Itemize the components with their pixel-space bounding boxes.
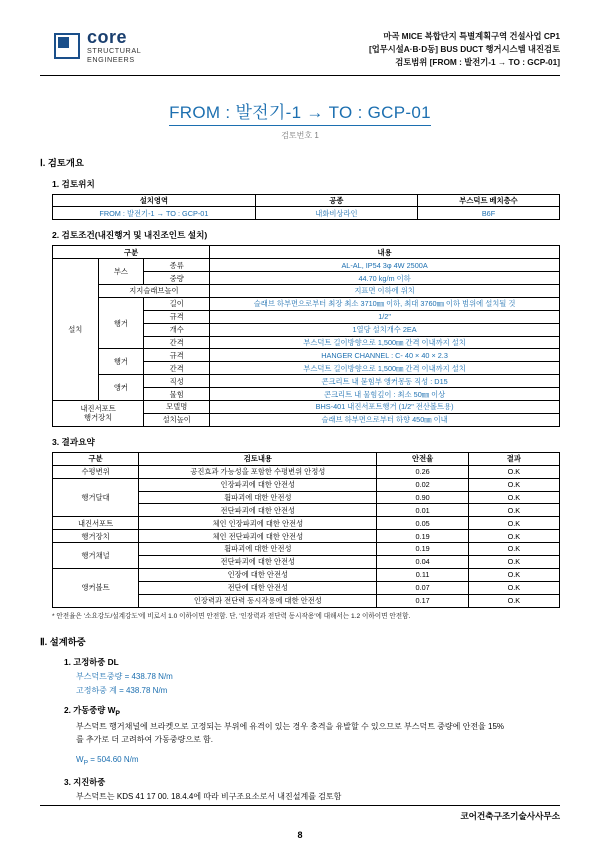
wp-heading-text: 2. 가동중량 W: [64, 705, 116, 716]
cell-item: 규격: [144, 349, 210, 362]
cell-safety: 0.05: [377, 517, 468, 530]
cell-content: 휨파괴에 대한 안전성: [139, 491, 377, 504]
page-header: [40, 28, 560, 76]
table-row: [53, 349, 560, 362]
cell-group-install: 설치: [53, 259, 99, 401]
cell-result: O.K: [468, 581, 559, 594]
table-row: [53, 259, 560, 272]
cell-safety: 0.90: [377, 491, 468, 504]
table-row: [53, 297, 560, 310]
cell-safety: 0.17: [377, 594, 468, 607]
cell-safety: 0.02: [377, 478, 468, 491]
company-logo: [40, 28, 141, 64]
cell-result: O.K: [468, 504, 559, 517]
cell-safety: 0.26: [377, 465, 468, 478]
cell-content: 인장파괴에 대한 안전성: [139, 478, 377, 491]
cell-content: 휨파괴에 대한 안전성: [139, 543, 377, 556]
cell-sub-bus: 부스: [98, 259, 144, 285]
cell-value: HANGER CHANNEL : C- 40 × 40 × 2.3: [210, 349, 560, 362]
cell-item: 종류: [144, 259, 210, 272]
col-result: 결과: [468, 452, 559, 465]
cell-item: 간격: [144, 336, 210, 349]
col-content: 내용: [210, 246, 560, 259]
cell-group: 행거장치: [53, 530, 139, 543]
cell-safety: 0.07: [377, 581, 468, 594]
cell-item: 설치높이: [144, 413, 210, 426]
table-header-row: [53, 452, 560, 465]
cell-safety: 0.11: [377, 568, 468, 581]
condition-table: [52, 245, 560, 426]
table-header-row: [53, 246, 560, 259]
cell-floor: B6F: [418, 207, 560, 220]
cell-value: 부스덕트 길이방향으로 1,500㎜ 간격 이내까지 설치: [210, 336, 560, 349]
cell-value: 1/2": [210, 310, 560, 323]
page-title: FROM : 발전기-1 → TO : GCP-01: [169, 98, 431, 126]
section-2-1-heading: 1. 고정하중 DL: [64, 657, 119, 668]
dl-line-2: 고정하중 계 = 438.78 N/m: [76, 685, 168, 695]
section-2-2-heading: [64, 704, 560, 718]
location-table: [52, 194, 560, 221]
footer-company: 코어건축구조기술사사무소: [460, 811, 560, 821]
cell-result: O.K: [468, 491, 559, 504]
cell-content: 인장에 대한 안전성: [139, 568, 377, 581]
cell-item: 간격: [144, 362, 210, 375]
cell-safety: 0.19: [377, 530, 468, 543]
wp-line-1: 부스덕트 행거채널에 브라켓으로 고정되는 부위에 유격이 있는 경우 충격을 유발할 수 있으므로 부스덕트 중량에 안전율 15%: [76, 721, 505, 731]
cell-value: BHS-401 내진서포트행거 (1/2" 전산볼트용): [210, 401, 560, 414]
cell-value: 콘크리트 내 묻힘부 앵커몽동 직성 : D15: [210, 375, 560, 388]
cell-sub-hanger-channel: 행거: [98, 349, 144, 375]
table-row: [53, 543, 560, 556]
wp-result-label: W: [76, 755, 84, 765]
table-row: [53, 478, 560, 491]
wp-line-2: 를 추가로 더 고려하여 가동중량으로 함.: [76, 735, 213, 745]
cell-item: 길이: [144, 297, 210, 310]
wp-result-subscript: P: [83, 759, 89, 767]
cell-item: 물힘: [144, 388, 210, 401]
cell-value: 슬래브 하부면으로부터 하향 450㎜ 이내: [210, 413, 560, 426]
logo-wordmark: core: [87, 27, 128, 47]
cell-content: 전단파괴에 대한 안전성: [139, 504, 377, 517]
cell-value: 지표면 이하에 위치: [210, 285, 560, 298]
col-safety-factor: 안전율: [377, 452, 468, 465]
logo-subtitle-line2: ENGINEERS: [87, 55, 135, 64]
col-area: 설치영역: [53, 194, 256, 207]
section-2-3-heading: 3. 지진하중: [64, 777, 106, 788]
support-label-line2: 행거장치: [84, 413, 113, 423]
table-row: [53, 517, 560, 530]
result-table-note: * 안전율은 '소요강도/설계강도'에 비로서 1.0 이하이면 안전함. 단, '인장력과 전단력 동시작용'에 대해서는 1.2 이하이면 안전함.: [52, 613, 411, 621]
cell-group: 앵커볼트: [53, 568, 139, 607]
cell-content: 전단에 대한 안전성: [139, 581, 377, 594]
page-number: 8: [297, 830, 303, 840]
cell-item: 개수: [144, 323, 210, 336]
table-header-row: [53, 194, 560, 207]
cell-result: O.K: [468, 568, 559, 581]
support-label-line1: 내진서포트: [80, 404, 116, 414]
table-row: [53, 568, 560, 581]
cell-value: 슬래브 하부면으로부터 최장 최소 3710㎜ 이하, 최대 3760㎜ 이하 범위에 설치될 것: [210, 297, 560, 310]
cell-value: 부스덕트 길이방향으로 1,500㎜ 간격 이내까지 설치: [210, 362, 560, 375]
col-category: 구분: [53, 452, 139, 465]
result-summary-table: [52, 452, 560, 608]
col-trade: 공종: [255, 194, 417, 207]
table-row: [53, 207, 560, 220]
cell-content: 전단파괴에 대한 안전성: [139, 555, 377, 568]
cell-value: 콘크리트 내 물힘깊이 : 최소 50㎜ 이상: [210, 388, 560, 401]
cell-sub-hanger-rod: 행거: [98, 297, 144, 349]
wp-result-value: = 504.60 N/m: [88, 755, 139, 765]
cell-group: 행거채널: [53, 543, 139, 569]
cell-sub-anchor: 앵커: [98, 375, 144, 401]
cell-content: 공진효과 가능성을 포함한 수평변위 안정성: [139, 465, 377, 478]
logo-subtitle-line1: STRUCTURAL: [87, 46, 142, 55]
cell-group: 내진서포트: [53, 517, 139, 530]
table-row: [53, 465, 560, 478]
cell-item: 직성: [144, 375, 210, 388]
table-row: [53, 530, 560, 543]
header-project-info: [369, 28, 560, 69]
cell-value: 1열당 설치개수 2EA: [210, 323, 560, 336]
cell-result: O.K: [468, 517, 559, 530]
header-line-2: [업무시설A·B·D동] BUS DUCT 행거시스템 내진검토: [368, 43, 560, 54]
header-line-3: 검토범위 [FROM : 발전기-1 → TO : GCP-01]: [395, 56, 560, 67]
cell-result: O.K: [468, 555, 559, 568]
cell-trade: 내화비상라인: [255, 207, 417, 220]
cell-result: O.K: [468, 478, 559, 491]
cell-safety: 0.19: [377, 543, 468, 556]
col-category: 구분: [53, 246, 210, 259]
eq-line-1: 부스덕트는 KDS 41 17 00. 18.4.4에 따라 비구조요소로서 내진설계를 검토함: [76, 792, 342, 802]
cell-result: O.K: [468, 530, 559, 543]
cell-result: O.K: [468, 465, 559, 478]
cell-item: 지지슬래브높이: [98, 285, 210, 298]
table-row: [53, 401, 560, 414]
cell-group: 수평변위: [53, 465, 139, 478]
page-subtitle: 검토번호 1: [281, 130, 319, 140]
cell-content: 체인 인장파괴에 대한 안전성: [139, 517, 377, 530]
dl-line-1: 부스덕트중량 = 438.78 N/m: [76, 672, 173, 682]
header-line-1: 마곡 MICE 복합단지 특별계획구역 건설사업 CP1: [383, 31, 560, 41]
table-row: [53, 285, 560, 298]
cell-item: 모델명: [144, 401, 210, 414]
wp-heading-subscript: P: [115, 710, 121, 718]
section-1-3-heading: 3. 결과요약: [52, 436, 95, 447]
cell-result: O.K: [468, 543, 559, 556]
section-1-2-heading: 2. 검토조건(내진행거 및 내진조인트 설치): [52, 230, 208, 241]
cell-group-support: [53, 401, 144, 427]
section-2-heading: Ⅱ. 설계하중: [40, 637, 86, 648]
cell-item: 중량: [144, 272, 210, 285]
document-title-block: [40, 98, 560, 141]
section-1-heading: Ⅰ. 검토개요: [40, 157, 84, 168]
cell-content: 인장력과 전단력 동시작용에 대한 안전성: [139, 594, 377, 607]
cell-group: 행거달대: [53, 478, 139, 517]
cell-safety: 0.04: [377, 555, 468, 568]
cell-value: AL-AL, IP54 3φ 4W 2500A: [210, 259, 560, 272]
footer-divider: [40, 805, 560, 806]
cell-safety: 0.01: [377, 504, 468, 517]
cell-content: 체인 전단파괴에 대한 안전성: [139, 530, 377, 543]
cell-value: 44.70 kg/m 이하: [210, 272, 560, 285]
col-check-content: 검토내용: [139, 452, 377, 465]
table-row: [53, 375, 560, 388]
wp-result: [76, 754, 560, 768]
logo-square-icon: [54, 33, 80, 59]
col-floor: 부스덕트 베치층수: [418, 194, 560, 207]
section-1-1-heading: 1. 검토위치: [52, 178, 95, 189]
cell-area: FROM : 발전기-1 → TO : GCP-01: [53, 207, 256, 220]
cell-result: O.K: [468, 594, 559, 607]
cell-item: 규격: [144, 310, 210, 323]
